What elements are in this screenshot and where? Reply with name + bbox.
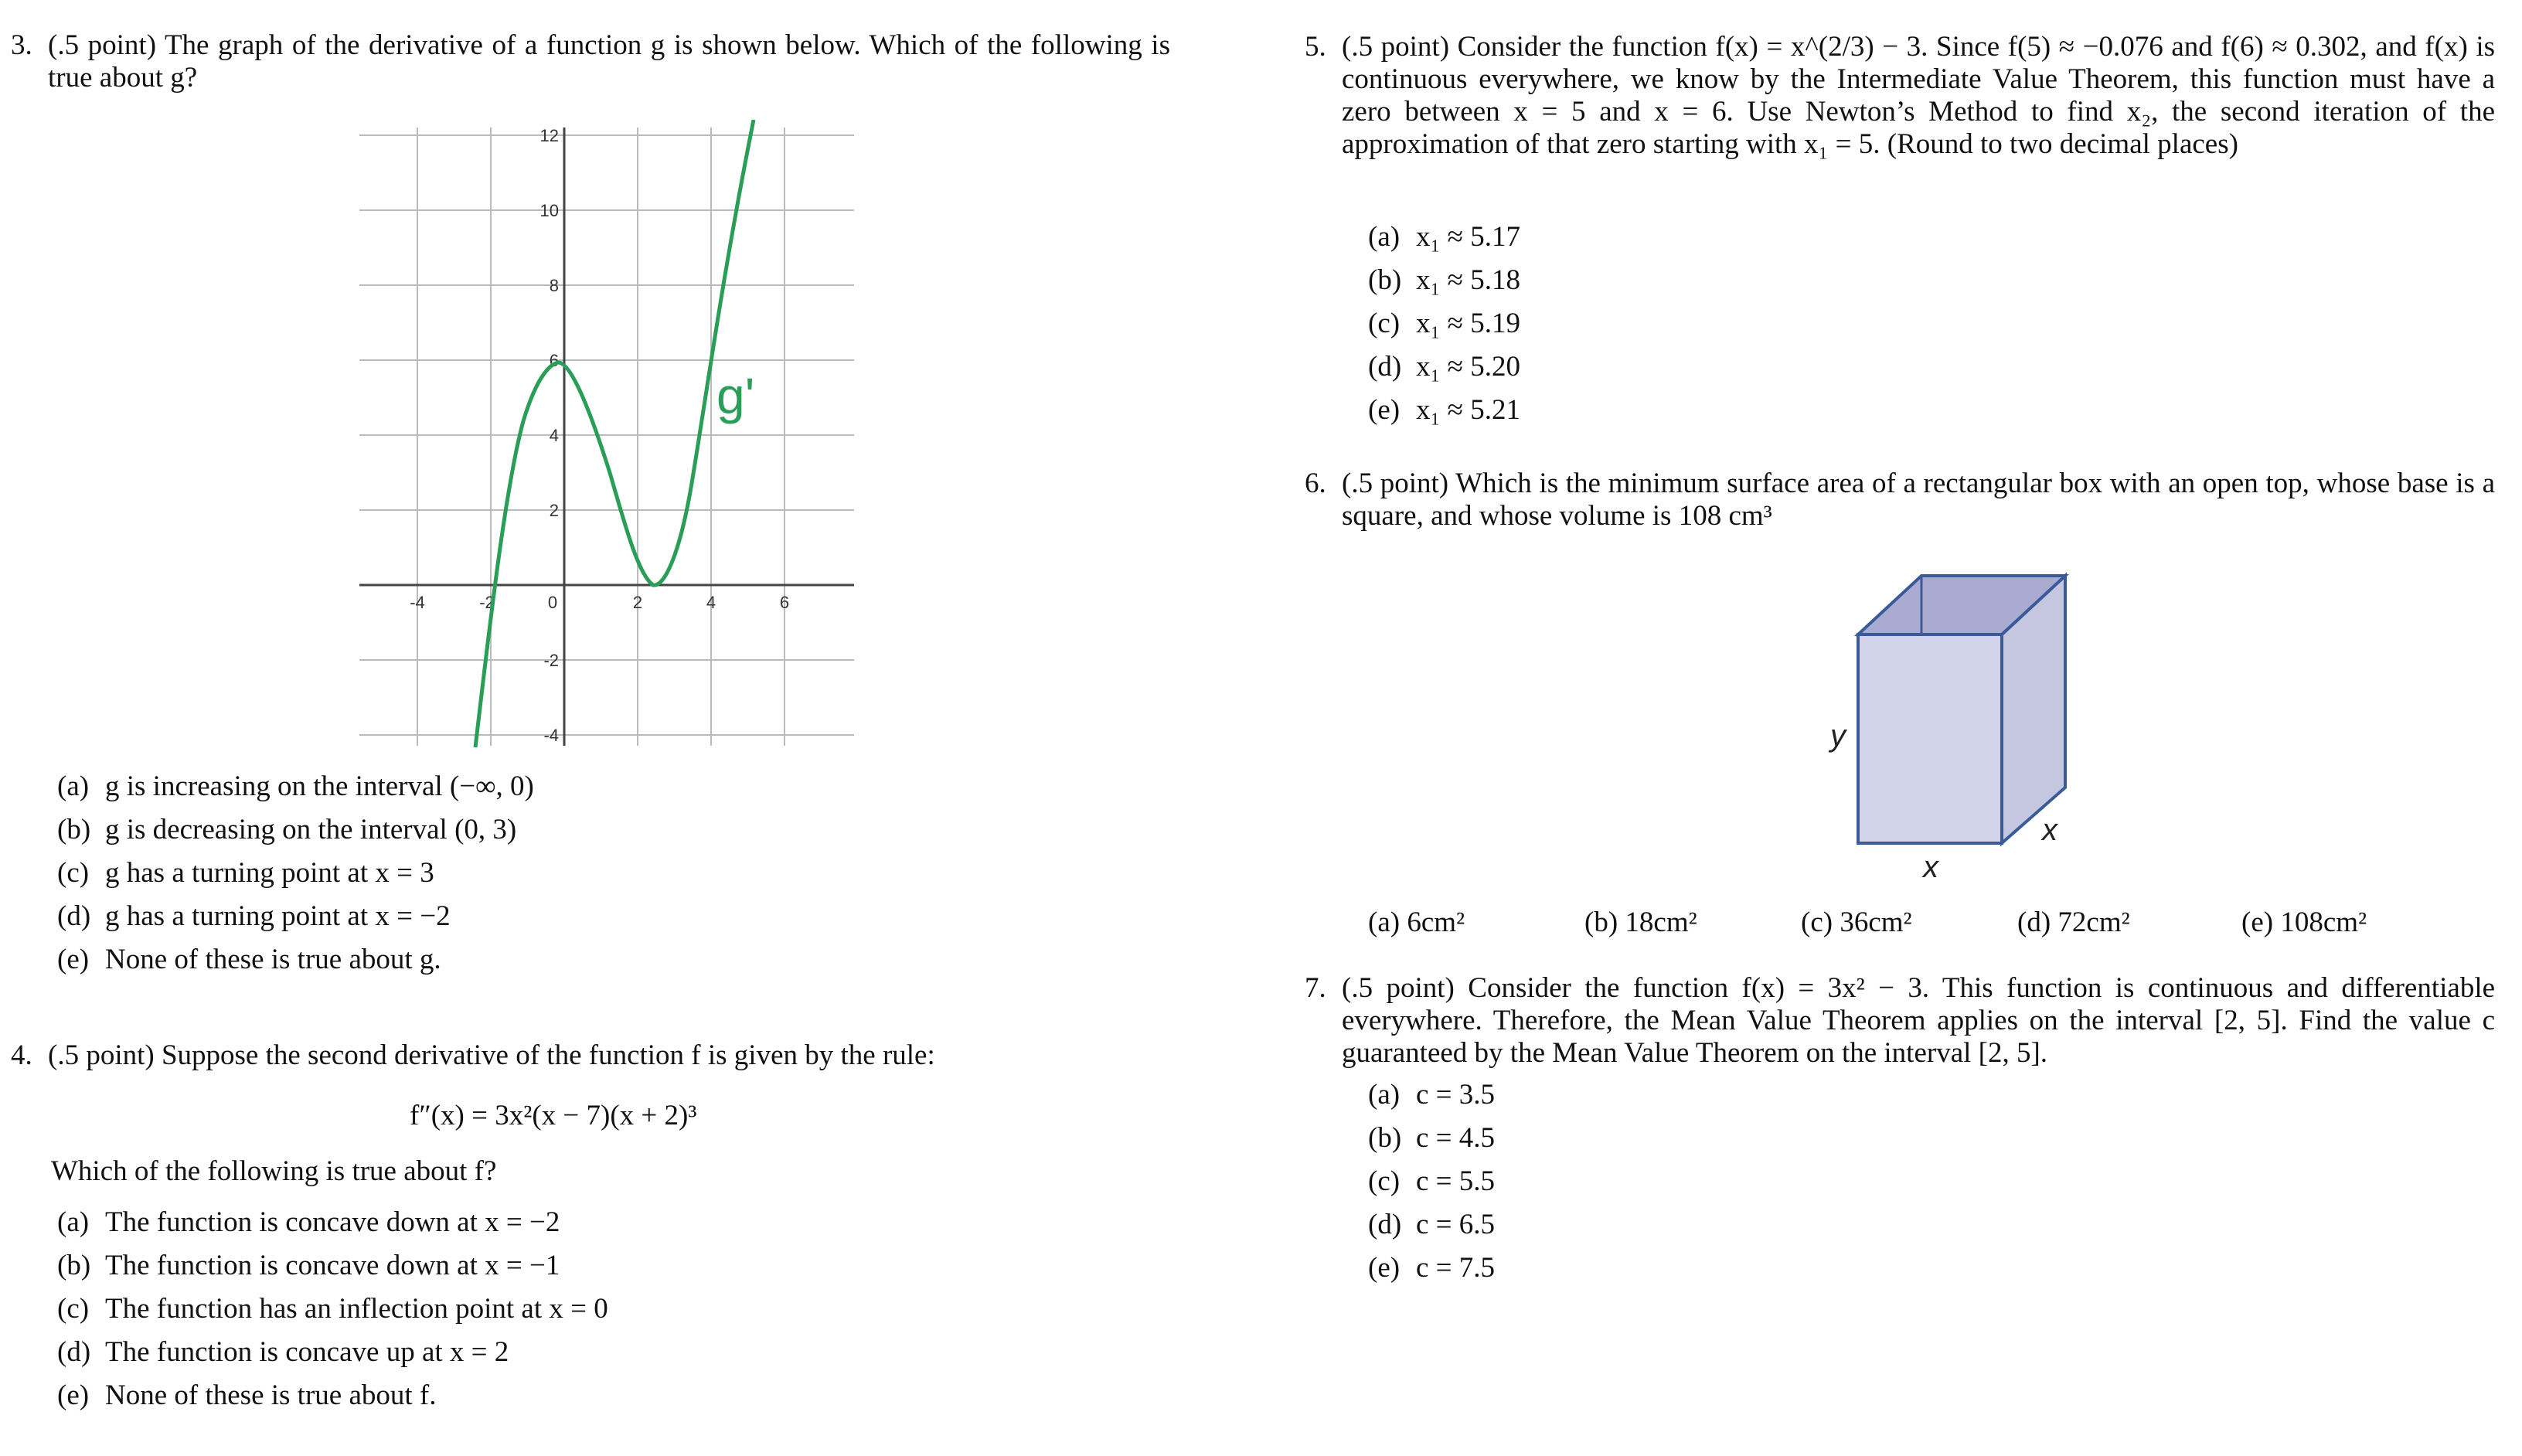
g-prime-label: g' [716,367,755,424]
y-tick-neg2: -2 [543,651,559,670]
q3-option-a[interactable]: (a) g is increasing on the interval (−∞, 0) [57,771,534,802]
question-4-prompt: Which of the following is true about f? [51,1155,497,1187]
question-6-points: (.5 point) [1342,468,1449,499]
grid [359,128,854,746]
question-7 [1305,972,2495,1070]
question-4-text: Suppose the second derivative of the function f is given by the rule: [161,1039,935,1071]
q3-option-e[interactable]: (e) None of these is true about g. [57,944,441,975]
question-6-text: Which is the minimum surface area of a rectangular box with an open top, whose base is a square, and whose volume is 108 cm³ [1342,468,2495,532]
q7-option-c[interactable]: (c) c = 5.5 [1368,1165,1496,1197]
left-column [0,0,1206,1456]
x-tick-neg2: -2 [479,593,495,612]
question-4-points: (.5 point) [48,1039,155,1071]
y-tick-6: 6 [549,351,559,370]
question-3-text: The graph of the derivative of a function g is shown below. Which of the following is true about g? [48,29,1170,94]
q6-option-e[interactable]: (e) 108cm² [2241,907,2367,938]
label-x-front: x [1923,850,1938,884]
q6-option-c[interactable]: (c) 36cm² [1801,907,1912,938]
q4-option-e[interactable]: (e) None of these is true about f. [57,1379,437,1411]
x-tick-0: 0 [547,593,558,612]
q3-option-c[interactable]: (c) g has a turning point at x = 3 [57,857,434,889]
q6-option-b[interactable]: (b) 18cm² [1584,907,1697,938]
y-tick-12: 12 [539,126,559,145]
q6-option-d[interactable]: (d) 72cm² [2017,907,2130,938]
open-box-figure [1778,560,2118,885]
question-5-points: (.5 point) [1342,31,1450,63]
q7-option-a[interactable]: (a) c = 3.5 [1368,1079,1496,1111]
q4-option-c[interactable]: (c) The function has an inflection point at x = 0 [57,1293,608,1325]
question-7-number: 7. [1305,972,1326,1004]
q4-option-d[interactable]: (d) The function is concave up at x = 2 [57,1336,509,1368]
question-4-number: 4. [11,1039,32,1071]
label-x-side: x [2042,813,2057,847]
question-7-points: (.5 point) [1342,972,1455,1004]
q7-option-d[interactable]: (d) c = 6.5 [1368,1209,1496,1240]
y-tick-neg4: -4 [543,726,559,745]
label-y: y [1830,719,1846,753]
q6-option-a[interactable]: (a) 6cm² [1368,907,1465,938]
x-tick-6: 6 [779,593,790,612]
question-7-text: Consider the function f(x) = 3x² − 3. This function is continuous and differentiable everywhere. Therefore, the Mean Value Theorem applies on the interval [2, 5]. Find the value c guaranteed by the Mean Value Theorem on the interval [2, 5]. [1342,972,2496,1069]
q4-option-b[interactable]: (b) The function is concave down at x = −1 [57,1250,560,1281]
question-5-text: Consider the function f(x) = x^(2/3) − 3. Since f(5) ≈ −0.076 and f(6) ≈ 0.302, and f(x) is continuous everywhere, we know by the Intermediate Value Theorem, this function must have a zero between x = 5 and x = 6. Use Newton’s Method to find x₂, the second iteration of the approximation of that zero starting with x₁ = 5. (Round to two decimal places) [1342,31,2496,160]
q5-option-b[interactable]: (b) x₁ ≈ 5.18 [1368,264,1520,296]
question-4-formula: f″(x) = 3x²(x − 7)(x + 2)³ [410,1100,697,1131]
question-3 [11,29,1170,94]
q5-option-e[interactable]: (e) x₁ ≈ 5.21 [1368,394,1520,426]
derivative-graph [359,120,862,754]
question-5 [1305,31,2495,161]
q7-option-b[interactable]: (b) c = 4.5 [1368,1122,1496,1154]
question-6 [1305,468,2495,532]
x-tick-neg4: -4 [410,593,425,612]
x-tick-2: 2 [632,593,643,612]
q5-option-d[interactable]: (d) x₁ ≈ 5.20 [1368,351,1520,383]
y-tick-4: 4 [549,426,559,445]
question-4 [11,1039,1170,1072]
x-tick-4: 4 [706,593,716,612]
q5-option-a[interactable]: (a) x₁ ≈ 5.17 [1368,221,1520,253]
y-tick-2: 2 [549,501,559,520]
right-column [1283,0,2504,1456]
y-tick-8: 8 [549,276,559,295]
question-3-points: (.5 point) [48,29,157,61]
question-5-number: 5. [1305,31,1326,63]
q3-option-d[interactable]: (d) g has a turning point at x = −2 [57,900,451,932]
question-3-number: 3. [11,29,32,61]
y-tick-10: 10 [539,201,559,220]
q5-option-c[interactable]: (c) x₁ ≈ 5.19 [1368,308,1520,339]
q3-option-b[interactable]: (b) g is decreasing on the interval (0, 3) [57,814,517,845]
question-6-number: 6. [1305,468,1326,499]
q4-option-a[interactable]: (a) The function is concave down at x = −2 [57,1206,560,1238]
q7-option-e[interactable]: (e) c = 7.5 [1368,1252,1496,1284]
